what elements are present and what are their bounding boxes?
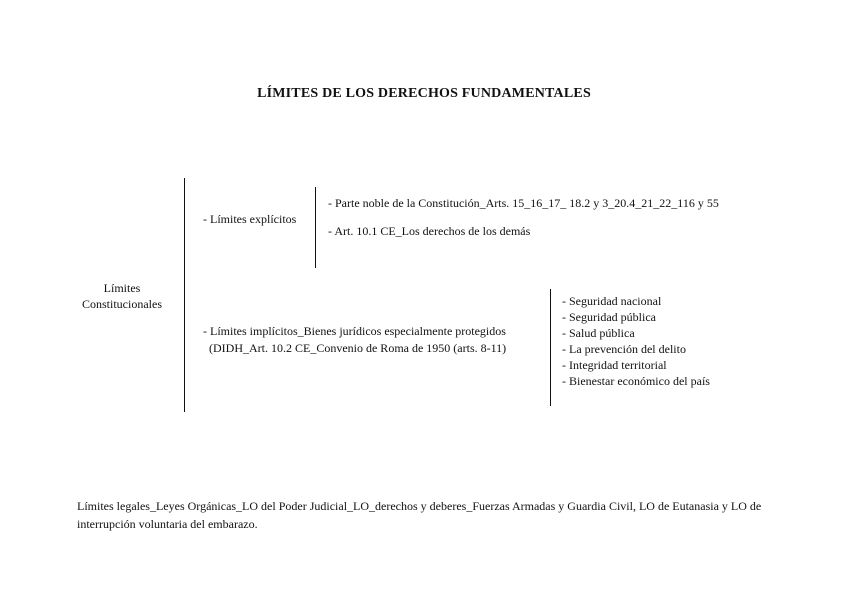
explicit-limits-label: - Límites explícitos [203, 212, 297, 226]
legal-limits-paragraph: Límites legales_Leyes Orgánicas_LO del Poder Judicial_LO_derechos y deberes_Fuerzas Armadas y Guardia Civil, LO de Eutanasia y LO de interrupción voluntaria del embarazo. [77, 499, 762, 531]
main-bracket-line [184, 178, 185, 412]
list-item-salud-publica: - Salud pública [562, 326, 635, 340]
list-item-bienestar-economico: - Bienestar económico del país [562, 374, 710, 388]
implicit-limits-label-line-1: - Límites implícitos_Bienes jurídicos especialmente protegidos [203, 324, 506, 338]
list-item-integridad-territorial: - Integridad territorial [562, 358, 667, 372]
implicit-goods-list [562, 293, 710, 389]
root-node-line-2: Constitucionales [82, 297, 162, 311]
implicit-limits-label-line-2: (DIDH_Art. 10.2 CE_Convenio de Roma de 1950 (arts. 8-11) [209, 341, 507, 355]
implicit-bracket-line [550, 289, 551, 406]
list-item-seguridad-publica: - Seguridad pública [562, 310, 656, 324]
page-title: LÍMITES DE LOS DERECHOS FUNDAMENTALES [257, 86, 591, 101]
explicit-item-2: - Art. 10.1 CE_Los derechos de los demás [328, 224, 531, 238]
list-item-prevencion-delito: - La prevención del delito [562, 342, 686, 356]
explicit-bracket-line [315, 187, 316, 268]
explicit-item-1: - Parte noble de la Constitución_Arts. 15_16_17_ 18.2 y 3_20.4_21_22_116 y 55 [328, 196, 719, 210]
list-item-seguridad-nacional: - Seguridad nacional [562, 294, 662, 308]
root-node-line-1: Límites [103, 281, 141, 295]
